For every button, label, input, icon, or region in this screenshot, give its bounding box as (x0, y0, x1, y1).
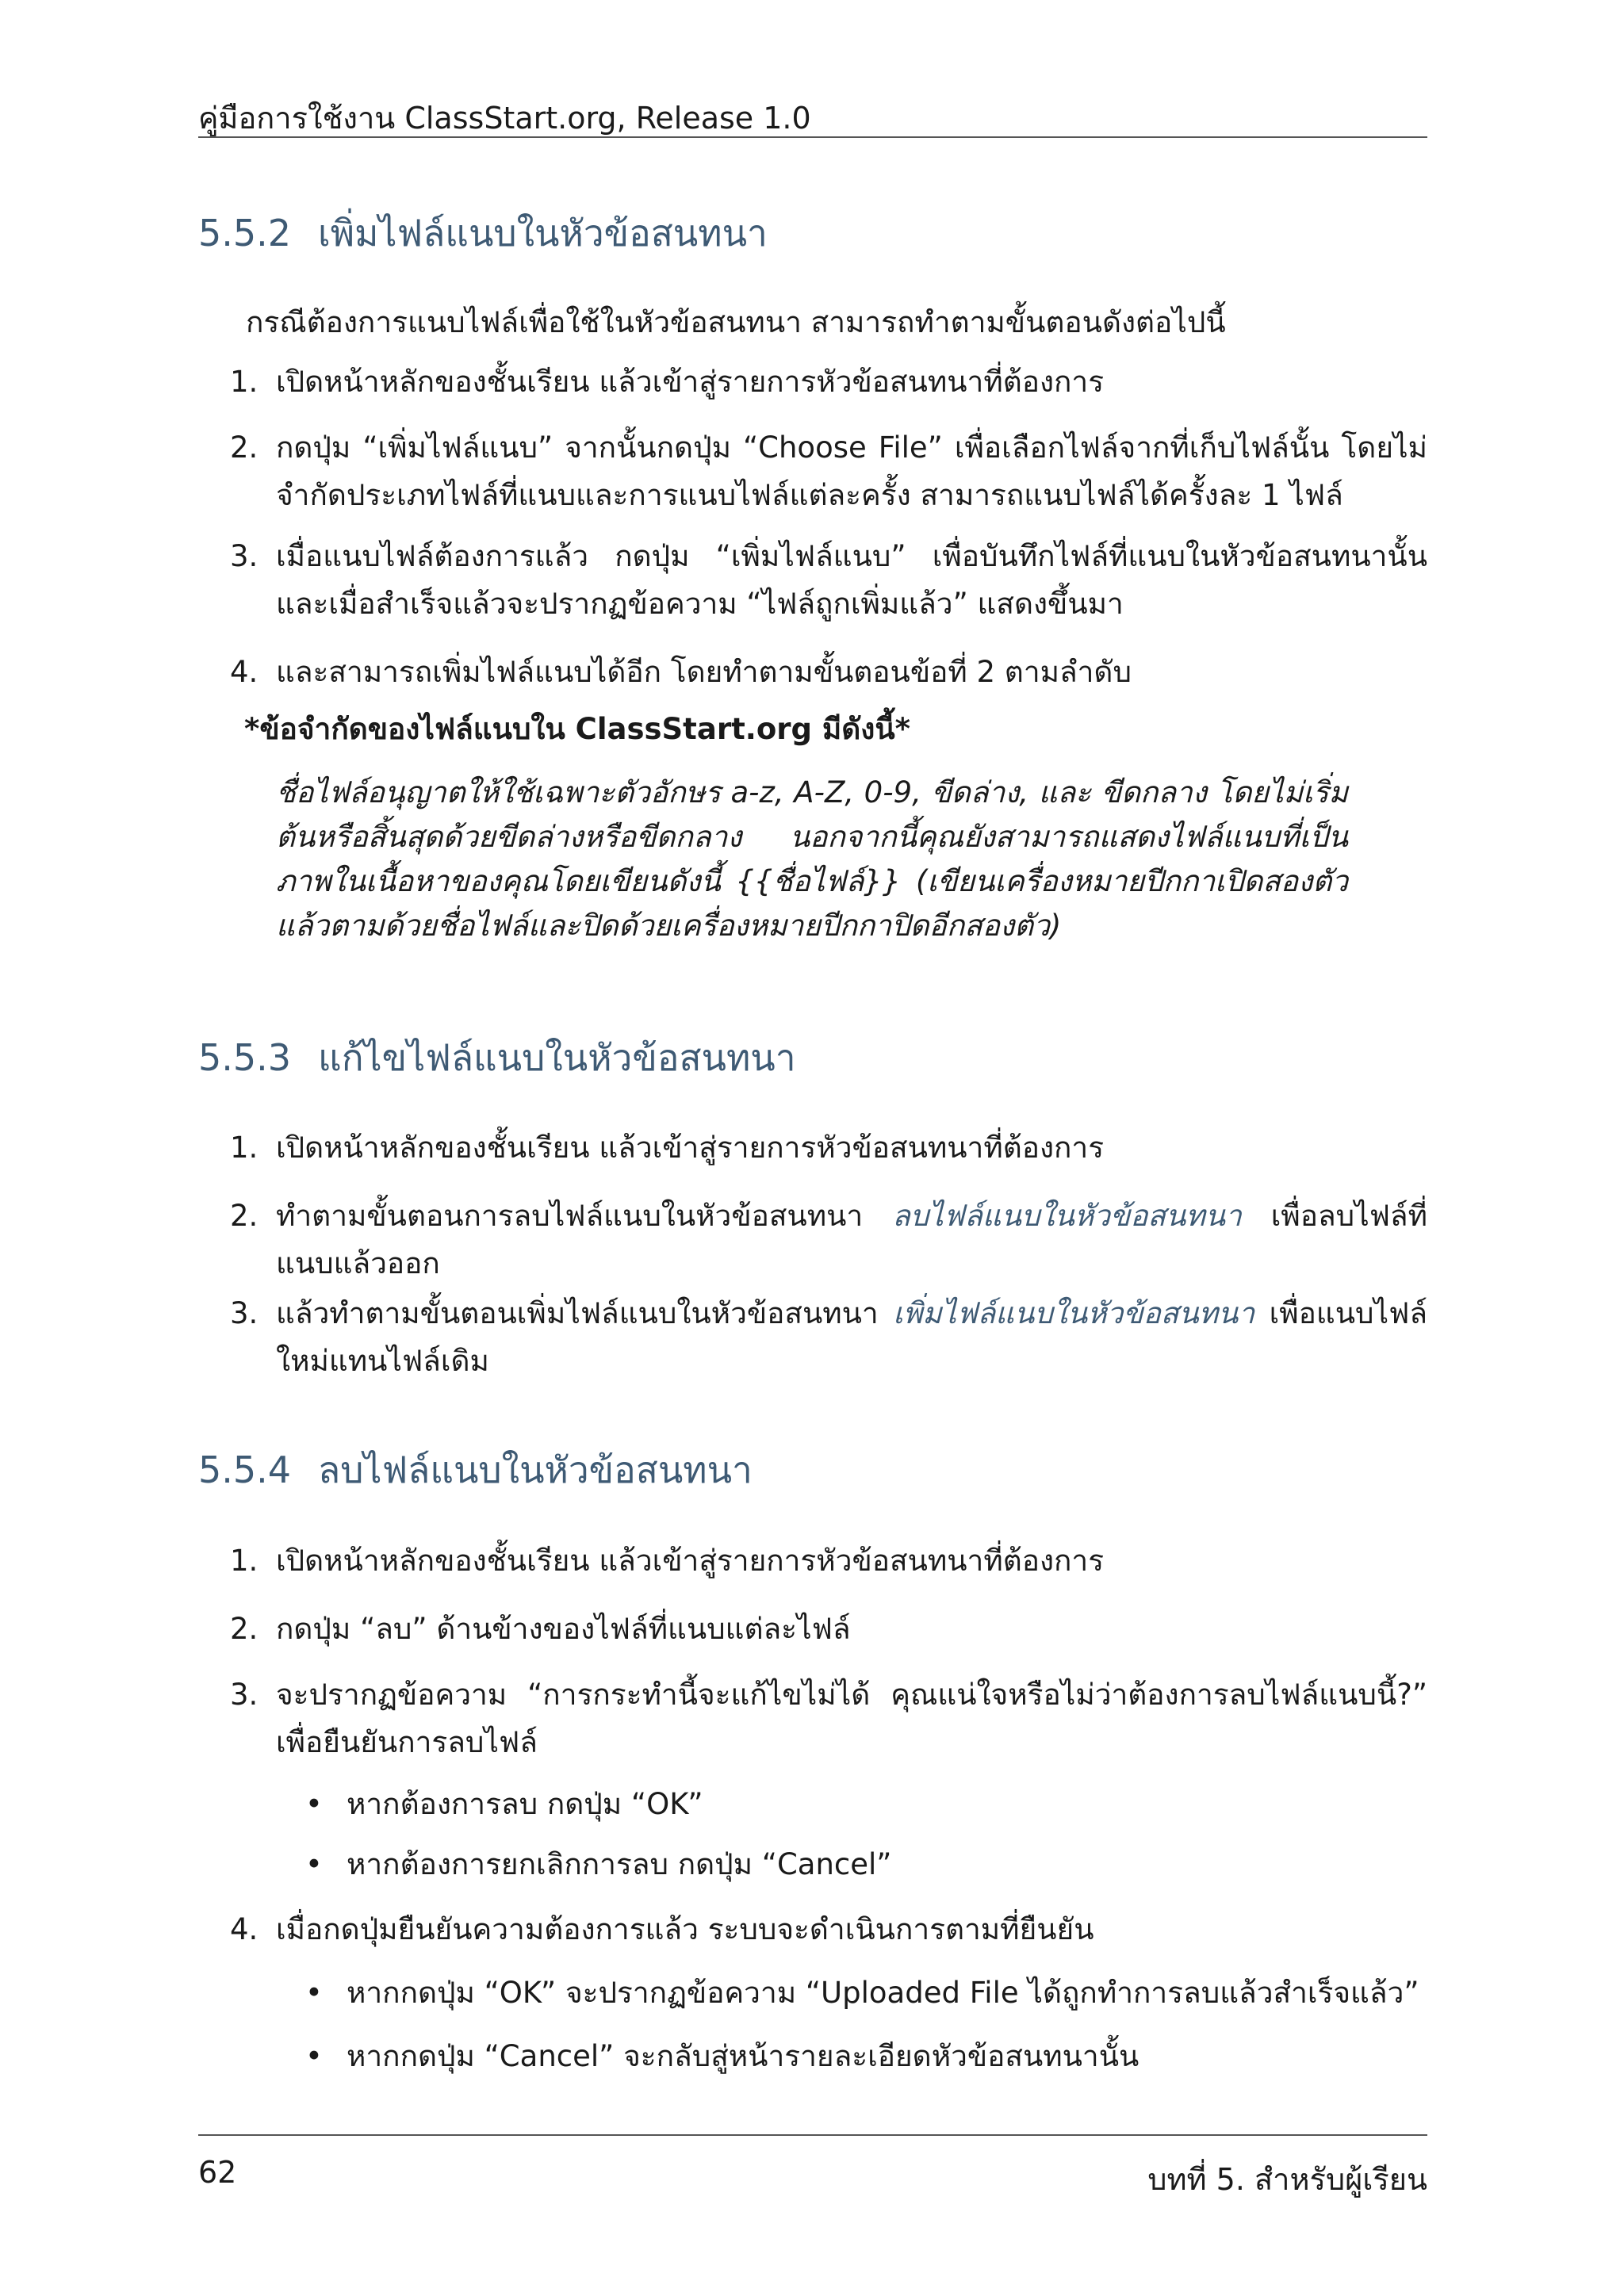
text-run: แล้วทำตามขั้นตอนเพิ่มไฟล์แนบในหัวข้อสนทนา (276, 1296, 894, 1330)
list-text: กดปุ่ม “เพิ่มไฟล์แนบ” จากนั้นกดปุ่ม “Choose File” เพื่อเลือกไฟล์จากที่เก็บไฟล์นั้น โดยไม่จำกัดประเภทไฟล์ที่แนบและการแนบไฟล์แต่ละครั้ง สามารถแนบไฟล์ได้ครั้งละ 1 ไฟล์ (276, 430, 1427, 512)
section-heading-552 (198, 205, 768, 262)
crossref-link-delete-attachment[interactable]: ลบไฟล์แนบในหัวข้อสนทนา (892, 1199, 1242, 1233)
list-item (230, 358, 1427, 406)
list-number: 2. (230, 1199, 259, 1233)
section-heading-554 (198, 1441, 753, 1499)
list-text: และสามารถเพิ่มไฟล์แนบได้อีก โดยทำตามขั้นตอนข้อที่ 2 ตามลำดับ (276, 655, 1132, 689)
list-item (230, 649, 1427, 696)
list-item (230, 1537, 1427, 1585)
list-number: 2. (230, 430, 259, 465)
bullet-symbol: • (305, 1847, 323, 1881)
list-text: เปิดหน้าหลักของชั้นเรียน แล้วเข้าสู่รายการหัวข้อสนทนาที่ต้องการ (276, 365, 1105, 399)
list-item (230, 533, 1427, 628)
list-text: เมื่อแนบไฟล์ต้องการแล้ว กดปุ่ม “เพิ่มไฟล์แนบ” เพื่อบันทึกไฟล์ที่แนบในหัวข้อสนทนานั้นและเมื่อสำเร็จแล้วจะปรากฏข้อความ “ไฟล์ถูกเพิ่มแล้ว” แสดงขึ้นมา (276, 539, 1427, 621)
list-number: 3. (230, 1296, 259, 1330)
list-number: 2. (230, 1612, 259, 1646)
bullet-symbol: • (305, 1787, 323, 1821)
list-number: 3. (230, 539, 259, 573)
footer-rule (198, 2134, 1427, 2136)
list-number: 1. (230, 1544, 259, 1578)
list-item (230, 1671, 1427, 1766)
list-text (276, 1290, 1427, 1385)
section-title: เพิ่มไฟล์แนบในหัวข้อสนทนา (318, 212, 768, 254)
note-body: ชื่อไฟล์อนุญาตให้ใช้เฉพาะตัวอักษร a-z, A-Z, 0-9, ขีดล่าง, และ ขีดกลาง โดยไม่เริ่มต้นหรือสิ้นสุดด้วยขีดล่างหรือขีดกลาง นอกจากนี้คุณยังสามารถแสดงไฟล์แนบที่เป็นภาพในเนื้อหาของคุณโดยเขียนดังนี้ {{ชื่อไฟล์}} (เขียนเครื่องหมายปีกกาเปิดสองตัวแล้วตามด้วยชื่อไฟล์และปิดด้วยเครื่องหมายปีกกาปิดอีกสองตัว) (276, 775, 1348, 943)
bullet-symbol: • (305, 1976, 323, 2010)
header-rule (198, 136, 1427, 138)
bullet-item (305, 1781, 703, 1828)
list-text: กดปุ่ม “ลบ” ด้านข้างของไฟล์ที่แนบแต่ละไฟล์ (276, 1612, 851, 1646)
list-item (230, 424, 1427, 519)
bullet-text: หากต้องการยกเลิกการลบ กดปุ่ม “Cancel” (347, 1847, 892, 1881)
list-number: 4. (230, 1912, 259, 1946)
section-number: 5.5.3 (198, 1036, 292, 1079)
section-title: ลบไฟล์แนบในหัวข้อสนทนา (318, 1448, 753, 1491)
crossref-link-add-attachment[interactable]: เพิ่มไฟล์แนบในหัวข้อสนทนา (893, 1296, 1255, 1330)
list-item (230, 1906, 1427, 1954)
list-number: 3. (230, 1678, 259, 1712)
list-number: 4. (230, 655, 259, 689)
list-item (230, 1605, 1427, 1653)
list-text: เปิดหน้าหลักของชั้นเรียน แล้วเข้าสู่รายการหัวข้อสนทนาที่ต้องการ (276, 1131, 1105, 1165)
list-text: จะปรากฏข้อความ “การกระทำนี้จะแก้ไขไม่ได้ คุณแน่ใจหรือไม่ว่าต้องการลบไฟล์แนบนี้?” เพื่อยืนยันการลบไฟล์ (276, 1678, 1427, 1759)
page-number: 62 (198, 2155, 237, 2190)
bullet-item (305, 2033, 1139, 2080)
list-number: 1. (230, 365, 259, 399)
list-item (230, 1124, 1427, 1172)
section-title: แก้ไขไฟล์แนบในหัวข้อสนทนา (318, 1036, 796, 1079)
list-text: เมื่อกดปุ่มยืนยันความต้องการแล้ว ระบบจะดำเนินการตามที่ยืนยัน (276, 1912, 1094, 1946)
bullet-text: หากกดปุ่ม “OK” จะปรากฏข้อความ “Uploaded File ได้ถูกทำการลบแล้วสำเร็จแล้ว” (347, 1976, 1419, 2010)
section-heading-553 (198, 1029, 796, 1087)
note-title: *ข้อจำกัดของไฟล์แนบใน ClassStart.org มีดังนี้* (244, 712, 910, 746)
text-run: เพื่อแนบไฟล์ใหม่แทนไฟล์เดิม (276, 1296, 1427, 1378)
bullet-text: หากต้องการลบ กดปุ่ม “OK” (347, 1787, 703, 1821)
section-number: 5.5.2 (198, 212, 292, 254)
bullet-item (305, 1969, 1419, 2017)
list-text: เปิดหน้าหลักของชั้นเรียน แล้วเข้าสู่รายการหัวข้อสนทนาที่ต้องการ (276, 1544, 1105, 1578)
list-number: 1. (230, 1131, 259, 1165)
intro-paragraph: กรณีต้องการแนบไฟล์เพื่อใช้ในหัวข้อสนทนา สามารถทำตามขั้นตอนดังต่อไปนี้ (246, 305, 1226, 339)
section-number: 5.5.4 (198, 1448, 292, 1491)
list-text (276, 1192, 1427, 1288)
bullet-symbol: • (305, 2039, 323, 2073)
chapter-footer: บทที่ 5. สำหรับผู้เรียน (1147, 2162, 1427, 2197)
text-run: ทำตามขั้นตอนการลบไฟล์แนบในหัวข้อสนทนา (276, 1199, 893, 1233)
bullet-item (305, 1841, 891, 1888)
list-item (230, 1290, 1427, 1385)
running-header: คู่มือการใช้งาน ClassStart.org, Release 1.0 (198, 101, 811, 136)
text-run: เพื่อลบไฟล์ที่แนบแล้วออก (276, 1199, 1427, 1280)
list-item (230, 1192, 1427, 1288)
bullet-text: หากกดปุ่ม “Cancel” จะกลับสู่หน้ารายละเอียดหัวข้อสนทนานั้น (347, 2039, 1139, 2073)
